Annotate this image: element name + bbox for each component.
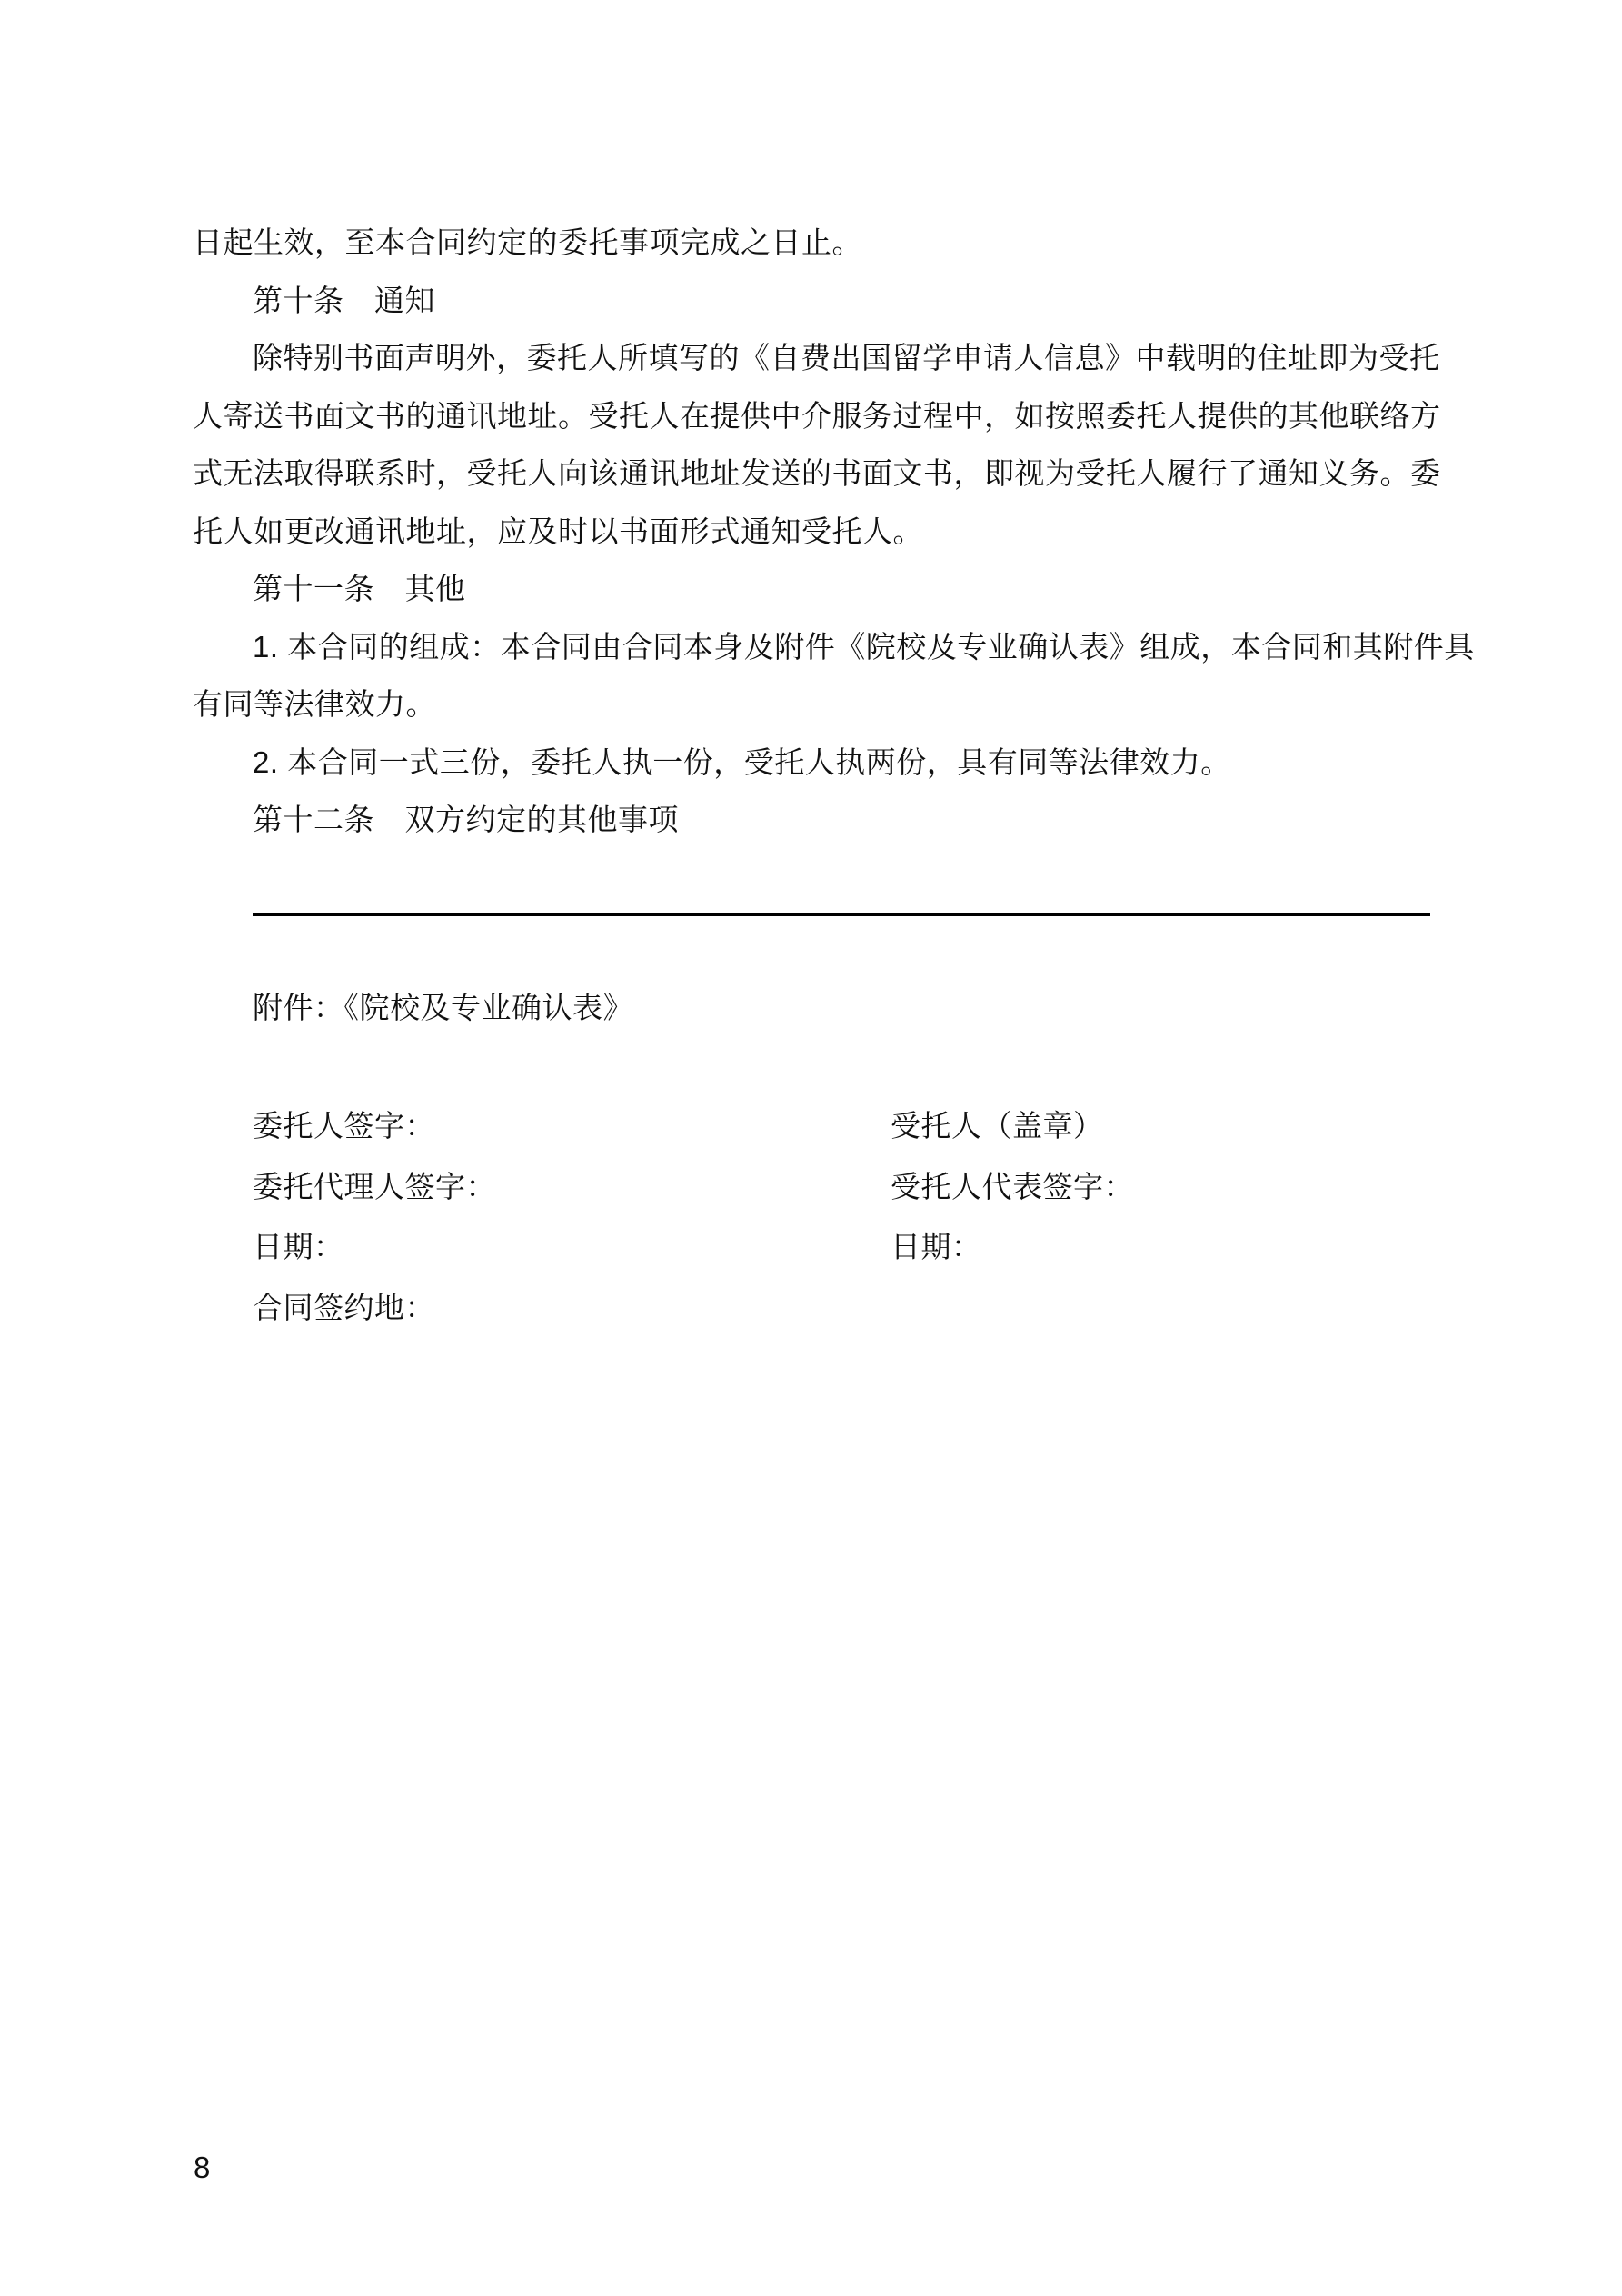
signature-block-agency (891, 1096, 1134, 1278)
client-signature-label: 委托人签字： (253, 1109, 435, 1143)
body-line: 式无法取得联系时，受托人向该通讯地址发送的书面文书，即视为受托人履行了通知义务。委 (193, 456, 1441, 490)
client-date-label: 日期： (253, 1230, 344, 1263)
signing-place-label: 合同签约地： (253, 1290, 435, 1324)
body-line: 2. 本合同一式三份，委托人执一份，受托人执两份，具有同等法律效力。 (253, 744, 1231, 779)
contract-body (193, 214, 1475, 849)
article-12-heading: 第十二条 双方约定的其他事项 (253, 803, 679, 836)
body-line: 托人如更改通讯地址，应及时以书面形式通知受托人。 (193, 514, 923, 548)
body-line: 1. 本合同的组成：本合同由合同本身及附件《院校及专业确认表》组成，本合同和其附件具 (253, 629, 1475, 664)
body-line: 有同等法律效力。 (193, 687, 436, 721)
article-10-heading: 第十条 通知 (253, 283, 435, 317)
article-11-heading: 第十一条 其他 (253, 572, 466, 605)
agency-seal-label: 受托人（盖章） (891, 1109, 1104, 1143)
other-terms-blank-line (253, 913, 1430, 916)
body-line: 人寄送书面文书的通讯地址。受托人在提供中介服务过程中，如按照委托人提供的其他联络方 (193, 398, 1441, 433)
client-agent-signature-label: 委托代理人签字： (253, 1169, 496, 1203)
body-line-continuation: 日起生效，至本合同约定的委托事项完成之日止。 (193, 225, 862, 259)
signature-block-client (253, 1096, 496, 1338)
agency-date-label: 日期： (891, 1230, 982, 1263)
page-number: 8 (194, 2151, 211, 2184)
attachment-note: 附件：《院校及专业确认表》 (253, 991, 633, 1024)
agency-rep-signature-label: 受托人代表签字： (891, 1169, 1134, 1203)
body-line: 除特别书面声明外，委托人所填写的《自费出国留学申请人信息》中载明的住址即为受托 (253, 341, 1440, 374)
